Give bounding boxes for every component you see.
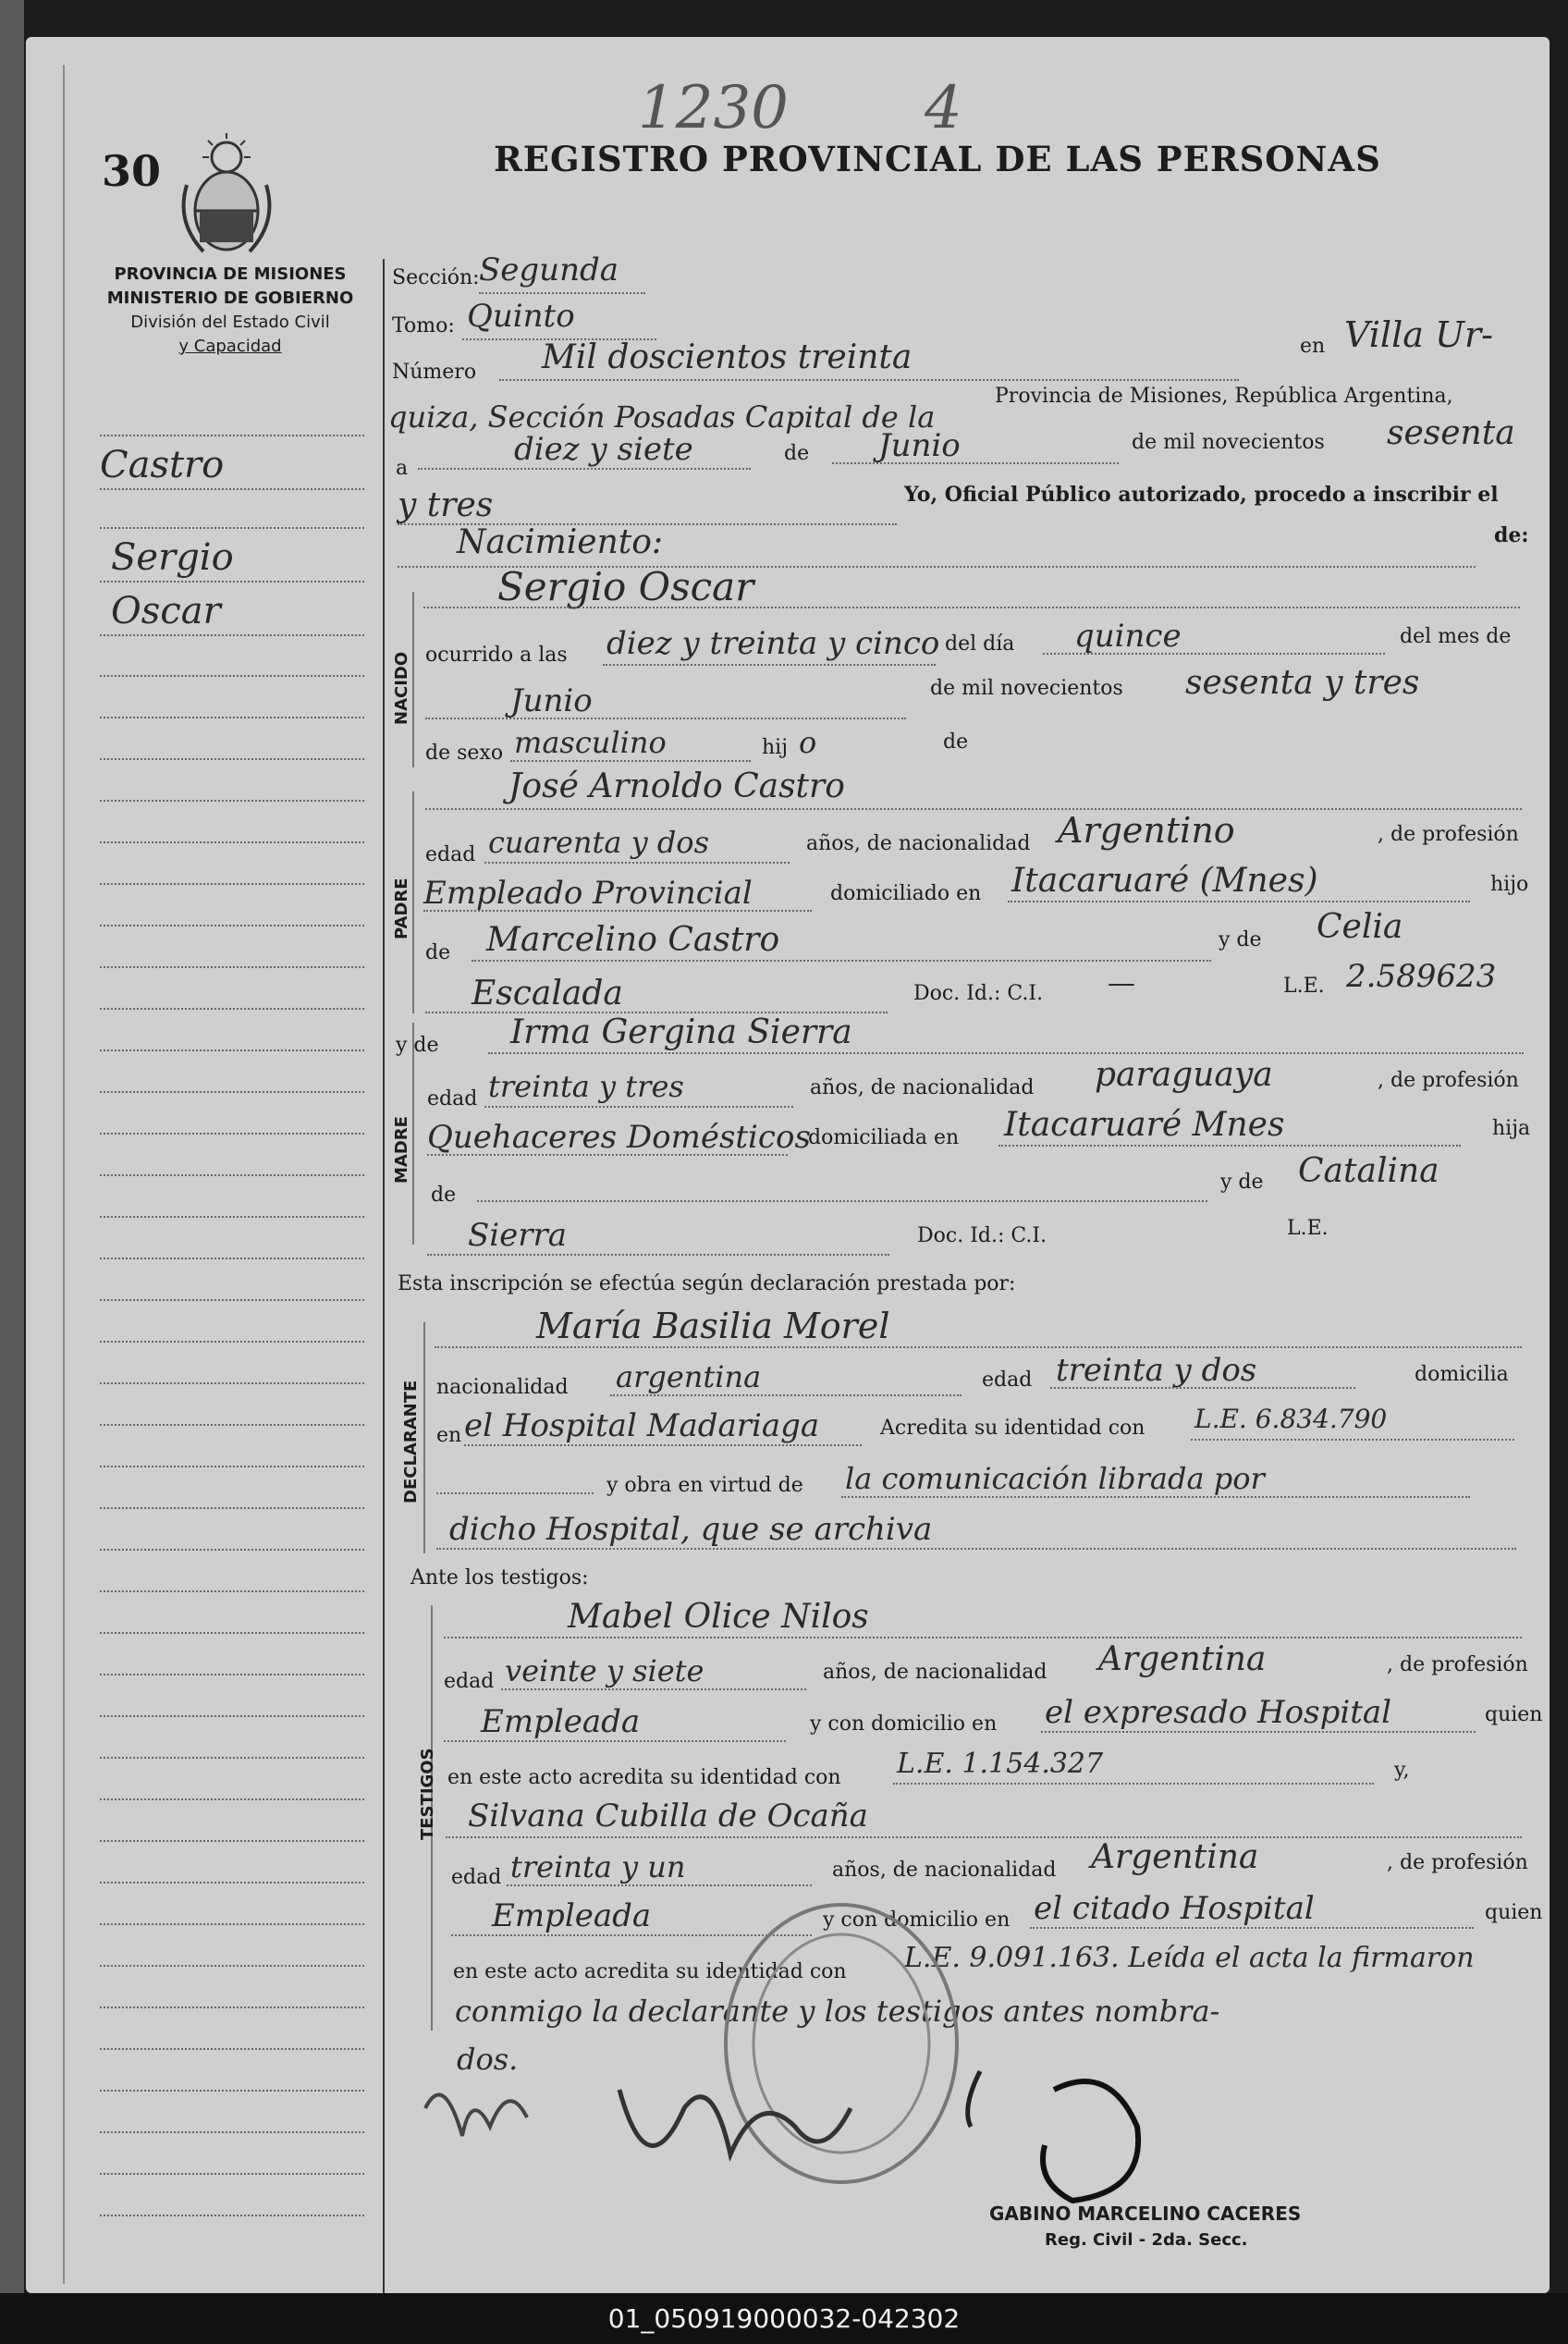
padre-hijo-de-line [472, 960, 1211, 962]
coat-of-arms-icon [176, 129, 277, 259]
t1-y-label: y, [1394, 1759, 1410, 1782]
closing-line-1: conmigo la declarante y los testigos antes nombra- [455, 1994, 1220, 2029]
t2-nac-value: Argentina [1091, 1838, 1259, 1876]
t2-edad-value: treinta y un [510, 1849, 686, 1884]
anio-nac-value: sesenta y tres [1185, 664, 1420, 702]
declarante-nombre-value: María Basilia Morel [536, 1306, 890, 1346]
padre-de-label: de [425, 941, 451, 964]
hora-line [603, 664, 936, 666]
t1-prof-line [444, 1740, 786, 1742]
t1-id-value: L.E. 1.154.327 [897, 1748, 1104, 1780]
t1-nac-value: Argentina [1098, 1640, 1267, 1678]
hij-label: hij [762, 736, 789, 759]
t1-dom-value: el expresado Hospital [1045, 1694, 1392, 1731]
madre-dom-label: domiciliada en [808, 1126, 960, 1149]
madre-y-de-value: Catalina [1298, 1152, 1439, 1190]
de-sexo-label: de sexo [425, 742, 504, 765]
madre-y-de-2-label: y de [1220, 1171, 1264, 1194]
decl-obra-value-1: la comunicación librada por [845, 1461, 1265, 1496]
decl-nac-label: nacionalidad [436, 1376, 569, 1399]
padre-dom-value: Itacaruaré (Mnes) [1011, 862, 1318, 900]
issuer-division: División del Estado Civil [130, 313, 330, 332]
testigo-2-nombre-line [446, 1836, 1522, 1838]
de-colon-label: de: [1494, 523, 1529, 547]
decl-id-line [1191, 1439, 1514, 1441]
madre-de-label: de [431, 1184, 457, 1207]
padre-prof-label: , de profesión [1378, 823, 1519, 846]
madre-nombre-value: Irma Gergina Sierra [510, 1013, 852, 1051]
main-margin-line [383, 259, 385, 2293]
padre-y-de-label: y de [1219, 928, 1262, 951]
decl-obra-label: y obra en virtud de [606, 1474, 803, 1497]
madre-prof-line [427, 1154, 788, 1156]
decl-dom-line [464, 1444, 862, 1446]
decl-edad-label: edad [982, 1368, 1033, 1392]
t2-acredita-label: en este acto acredita su identidad con [453, 1960, 847, 1983]
de-mil-2-label: de mil novecientos [930, 677, 1123, 700]
dia-nac-line [1043, 653, 1385, 655]
dia-value: diez y siete [514, 431, 693, 468]
inscripcion-label: Esta inscripción se efectúa según declaración prestada por: [398, 1272, 1016, 1295]
madre-nac-value: paraguaya [1095, 1056, 1273, 1094]
decl-obra-value-2: dicho Hospital, que se archiva [449, 1511, 933, 1548]
issuer-capacity: y Capacidad [178, 337, 282, 356]
t2-quien-label: quien [1485, 1901, 1543, 1924]
provincia-label: Provincia de Misiones, República Argentina, [995, 385, 1453, 408]
declarante-side-label: DECLARANTE [401, 1380, 421, 1503]
hora-value: diez y treinta y cinco [606, 625, 940, 662]
stamp-office: Reg. Civil - 2da. Secc. [1045, 2230, 1248, 2250]
madre-prof-label: , de profesión [1378, 1069, 1519, 1092]
padre-bracket [412, 792, 414, 1013]
decl-dom-value: el Hospital Madariaga [464, 1407, 820, 1444]
sexo-line [510, 760, 751, 762]
nacido-bracket [412, 592, 414, 767]
nombre-line [423, 607, 1520, 608]
mes-nac-line [425, 718, 906, 719]
ante-label: Ante los testigos: [410, 1566, 589, 1589]
ocurrido-label: ocurrido a las [425, 644, 568, 667]
madre-madre2-line [427, 1254, 889, 1256]
nacido-side-label: NACIDO [392, 651, 411, 725]
decl-obra-line-2 [436, 1548, 1516, 1550]
madre-prof-value: Quehaceres Domésticos [427, 1119, 811, 1156]
t1-dom-label: y con domicilio en [810, 1712, 998, 1736]
padre-hijo-de-value: Marcelino Castro [486, 921, 780, 959]
padre-madre2-value: Escalada [472, 975, 623, 1012]
t1-id-line [893, 1783, 1374, 1785]
padre-nac-value: Argentino [1058, 810, 1235, 851]
numero-line [499, 379, 1239, 381]
image-id-footer: 01_050919000032-042302 [0, 2293, 1568, 2344]
madre-dom-value: Itacaruaré Mnes [1004, 1106, 1285, 1144]
t2-dom-value: el citado Hospital [1034, 1890, 1315, 1927]
margin-surname: Castro [100, 444, 225, 486]
padre-le-label: L.E. [1283, 975, 1325, 998]
decl-acredita-label: Acredita su identidad con [880, 1417, 1145, 1440]
madre-side-label: MADRE [392, 1116, 411, 1184]
mes-nac-value: Junio [510, 682, 593, 719]
padre-edad-line [484, 862, 790, 864]
hij-suffix-value: o [799, 725, 817, 760]
padre-side-label: PADRE [392, 877, 411, 939]
t1-dom-line [1041, 1731, 1476, 1733]
padre-edad-value: cuarenta y dos [488, 825, 709, 860]
de-mil-label: de mil novecientos [1132, 431, 1325, 454]
nombre-value: Sergio Oscar [497, 564, 754, 609]
dia-nac-value: quince [1074, 618, 1182, 655]
decl-nac-value: argentina [616, 1359, 762, 1394]
madre-hija-de-line [477, 1200, 1207, 1202]
madre-doc-label: Doc. Id.: C.I. [917, 1224, 1047, 1247]
decl-edad-line [1050, 1387, 1355, 1389]
lugar-value-1: Villa Ur- [1344, 314, 1493, 355]
signatures-icon [407, 2053, 1202, 2256]
anio-value-2: y tres [398, 486, 494, 524]
t1-prof-value: Empleada [481, 1703, 641, 1740]
testigo-2-nombre-value: Silvana Cubilla de Ocaña [468, 1798, 868, 1835]
madre-edad-label: edad [427, 1087, 478, 1111]
testigo-1-nombre-value: Mabel Olice Nilos [568, 1598, 869, 1636]
t1-prof-label: , de profesión [1387, 1653, 1528, 1676]
t1-edad-line [501, 1688, 806, 1690]
t2-dom-line [1030, 1927, 1474, 1929]
madre-dom-line [998, 1145, 1461, 1147]
testigos-side-label: TESTIGOS [418, 1748, 437, 1840]
sexo-value: masculino [514, 725, 667, 760]
decl-nac-line [610, 1394, 962, 1396]
declarante-bracket [423, 1322, 425, 1553]
dia-line [418, 468, 751, 470]
numero-label: Número [392, 361, 477, 384]
lugar-value-2: quiza, Sección Posadas Capital de la [388, 399, 936, 435]
t1-edad-value: veinte y siete [505, 1653, 704, 1688]
decl-obra-lead-line [436, 1492, 594, 1494]
padre-doc-label: Doc. Id.: C.I. [913, 982, 1044, 1005]
padre-nac-label: años, de nacionalidad [806, 832, 1031, 855]
padre-dom-label: domiciliado en [830, 882, 982, 905]
decl-id-value: L.E. 6.834.790 [1194, 1404, 1388, 1434]
padre-nombre-line [425, 808, 1522, 810]
numero-value: Mil doscientos treinta [542, 338, 913, 376]
margin-name-2: Oscar [111, 590, 221, 632]
t2-prof-value: Empleada [492, 1897, 652, 1934]
t2-dom-label: y con domicilio en [823, 1908, 1011, 1932]
issuer-province: PROVINCIA DE MISIONES [114, 264, 347, 284]
seccion-label: Sección: [392, 266, 480, 289]
t1-edad-label: edad [444, 1670, 495, 1693]
t1-quien-label: quien [1485, 1703, 1543, 1726]
testigo-1-nombre-line [444, 1637, 1522, 1638]
padre-ci-value: — [1108, 967, 1135, 1000]
madre-hija-label: hija [1492, 1117, 1531, 1140]
de-label: de [784, 442, 810, 465]
t2-nac-label: años, de nacionalidad [832, 1859, 1057, 1882]
de-2-label: de [943, 730, 969, 754]
padre-dom-line [1008, 901, 1470, 902]
del-mes-label: del mes de [1400, 625, 1512, 648]
closing-line-2: dos. [457, 2042, 519, 2077]
a-label: a [396, 457, 409, 480]
anio-value-1: sesenta [1387, 414, 1515, 452]
tomo-value: Quinto [467, 298, 575, 335]
madre-edad-line [484, 1106, 793, 1108]
t2-edad-line [507, 1884, 812, 1886]
madre-y-de-label: y de [396, 1034, 439, 1057]
acto-value: Nacimiento: [457, 523, 664, 561]
yo-label: Yo, Oficial Público autorizado, procedo a inscribir el [904, 483, 1499, 507]
t2-id-value: L.E. 9.091.163. Leída el acta la firmaron [904, 1942, 1475, 1974]
del-dia-label: del día [945, 632, 1015, 656]
mes-value: Junio [878, 427, 961, 464]
page-number: 30 [102, 146, 162, 196]
madre-le-label: L.E. [1287, 1217, 1329, 1240]
t1-acredita-label: en este acto acredita su identidad con [447, 1766, 841, 1789]
t1-nac-label: años, de nacionalidad [823, 1661, 1047, 1684]
decl-en-label: en [436, 1424, 462, 1447]
t2-edad-label: edad [451, 1866, 502, 1889]
padre-le-value: 2.589623 [1346, 958, 1497, 995]
padre-edad-label: edad [425, 843, 476, 866]
padre-prof-value: Empleado Provincial [423, 875, 753, 912]
tomo-label: Tomo: [392, 314, 455, 337]
padre-prof-line [423, 910, 812, 912]
issuer-block [96, 263, 364, 359]
padre-nombre-value: José Arnoldo Castro [508, 767, 845, 805]
handwritten-mark: 4 [925, 74, 962, 142]
padre-y-de-value: Celia [1317, 908, 1403, 946]
issuer-ministry: MINISTERIO DE GOBIERNO [106, 288, 354, 308]
seccion-line [479, 292, 645, 294]
handwritten-record-number: 1230 [638, 74, 789, 142]
seccion-value: Segunda [479, 252, 619, 288]
mes-line [832, 462, 1119, 464]
document-title: REGISTRO PROVINCIAL DE LAS PERSONAS [494, 139, 1381, 179]
madre-nombre-line [488, 1052, 1524, 1054]
book-spine [0, 0, 24, 2293]
padre-hijo-label: hijo [1490, 873, 1529, 896]
decl-edad-value: treinta y dos [1056, 1352, 1257, 1389]
madre-edad-value: treinta y tres [488, 1069, 684, 1104]
t2-prof-label: , de profesión [1387, 1851, 1528, 1874]
margin-name-1: Sergio [111, 536, 234, 579]
declarante-nombre-line [435, 1346, 1522, 1348]
madre-nac-label: años, de nacionalidad [810, 1076, 1035, 1099]
decl-domicilia-label: domicilia [1415, 1363, 1509, 1386]
en-label: en [1300, 335, 1326, 358]
decl-obra-line-1 [841, 1496, 1470, 1498]
madre-madre2-value: Sierra [468, 1217, 568, 1254]
stamp-name: GABINO MARCELINO CACERES [989, 2203, 1302, 2225]
